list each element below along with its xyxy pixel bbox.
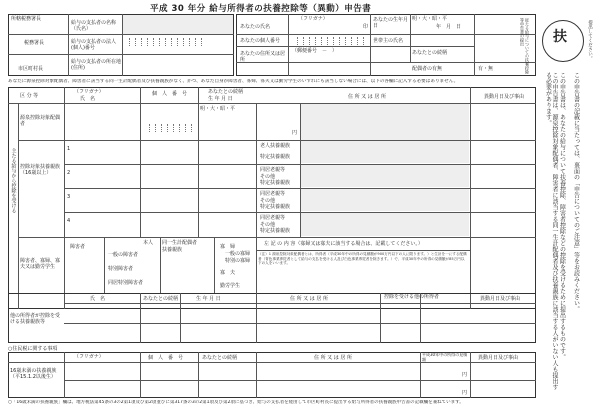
c-widow[interactable]: 寡 婦 — [220, 244, 236, 250]
col-address: 住 所 又 は 居 所 — [348, 94, 386, 100]
row-4: 4 — [67, 218, 71, 224]
c-widower[interactable]: 寡 夫 — [220, 270, 236, 276]
office-label: 所轄税務署長 — [11, 16, 42, 22]
spouse-address-field[interactable] — [301, 104, 469, 140]
d-col-change: 異動月日及び事由 — [480, 296, 521, 302]
c-note: 左 記 の 内 容（寡婦又は寡夫に該当する場合は、記載してください。） — [264, 241, 423, 247]
d-col-name: 氏 名 — [90, 296, 106, 302]
c-widow-general[interactable]: 一般の寡婦 — [225, 251, 251, 257]
resident-yen-2: 円 — [462, 390, 468, 396]
c-widow-special[interactable]: 特別の寡婦 — [225, 258, 251, 264]
side-instruction-1: この申告書の記載に当たっては、裏面の「申告についてのご注意」等をお読みください。 — [572, 72, 580, 312]
seal-mark: 印 — [363, 24, 369, 30]
tax-office-label: 税務署長 — [24, 40, 45, 46]
postal-label: （郵便番号 － ） — [292, 48, 338, 54]
col-relation: あなたとの続柄 — [208, 89, 244, 95]
check-specific-1[interactable]: 特定扶養親族 — [260, 154, 291, 160]
yen-a: 円 — [292, 130, 298, 136]
payer-name-field[interactable] — [123, 15, 233, 34]
birth-era: 明・大・昭・平 — [412, 16, 448, 22]
notice-text: あなたに源泉控除対象配偶者、障害者に該当する同一生計配偶者及び扶養親族がなく、かつ、あなた自身が障害者、寡婦、寡夫又は勤労学生のいずれにも該当しない場合には、以下の各欄に記入する必要はありません。 — [8, 79, 459, 84]
row-3: 3 — [67, 194, 71, 200]
check-specific-3[interactable]: 特定扶養親族 — [260, 204, 291, 210]
spouse-value[interactable]: 有・無 — [478, 66, 494, 72]
col-birth: 生 年 月 日 — [208, 96, 233, 102]
form-title: 平成 30 年分 給与所得者の扶養控除等（異動）申告書 — [150, 4, 372, 14]
col-name: 氏 名 — [80, 96, 96, 102]
resident-col-furigana: （フリガナ） — [74, 354, 104, 360]
check-old-4[interactable]: 同居老親等 — [260, 215, 286, 221]
resident-col-change: 異動月日及び事由 — [478, 355, 519, 361]
payer-address-label: 給与の支払者の所在地(住所) — [71, 59, 122, 71]
section-b-label: 控除対象扶養親族（16歳以上） — [20, 164, 61, 176]
resident-col-relation: あなたとの続柄 — [202, 355, 238, 361]
householder-label: 世帯主の氏名 — [373, 38, 404, 44]
municipality-label: 市区町村長 — [18, 66, 44, 72]
your-name-label: あなたの氏名 — [240, 24, 271, 30]
other-earner-table — [8, 293, 536, 343]
c-item-general[interactable]: 一般の障害者 — [108, 252, 139, 258]
dep1-address-field[interactable] — [301, 141, 469, 163]
dep4-address-field[interactable] — [301, 213, 469, 236]
check-old-1[interactable]: 老人扶養親族 — [260, 143, 291, 149]
section-a-label: 源泉控除対象配偶者 — [20, 115, 61, 127]
dep2-address-field[interactable] — [301, 165, 469, 187]
check-other-2[interactable]: その他 — [260, 174, 276, 180]
stamp-label: 扶 — [553, 29, 567, 45]
section-c-label: 障害者、寡婦、寡夫又は勤労学生 — [20, 258, 61, 270]
side-instruction-3: この申告書は、源泉控除対象配偶者、障害者に該当する同一生計配偶者及び扶養親族に該当する人がいない人も提出する必要があります。 — [544, 72, 558, 390]
payer-number-field[interactable] — [124, 38, 202, 46]
check-other-3[interactable]: その他 — [260, 198, 276, 204]
col-furigana: （フリガナ） — [74, 89, 104, 95]
resident-bottom-note: ○「16歳未満の扶養親族」欄は、地方税法第45条の3の2第1項及び第2項並びに第317条の3の2第1項及び第2項に基づき、給与の支払者を経由して市区町村長に提出する給与所得者の扶養親族申告書の記載欄を兼ねています。 — [8, 400, 464, 405]
era-a: 明・大・昭・平 — [200, 106, 236, 112]
your-number-field[interactable] — [292, 37, 364, 45]
resident-col-address: 住 所 又 は 居 所 — [314, 355, 352, 361]
check-old-2[interactable]: 同居老親等 — [260, 167, 286, 173]
your-address-label: あなたの住所又は居所 — [240, 51, 286, 63]
resident-yen-1: 円 — [462, 372, 468, 378]
check-old-3[interactable]: 同居老親等 — [260, 191, 286, 197]
resident-col-income: 平成30年中の所得の見積額 — [422, 352, 468, 362]
check-other-4[interactable]: その他 — [260, 222, 276, 228]
spouse-label: 配偶者の有無 — [412, 66, 443, 72]
c-item-disabled[interactable]: 障害者 — [70, 244, 86, 250]
dep3-address-field[interactable] — [301, 189, 469, 211]
payer-number-label: 給与の支払者の法人(個人)番号 — [71, 39, 117, 51]
col-number: 個 人 番 号 — [152, 91, 188, 97]
payer-name-label: 給与の支払者の名称（氏名） — [71, 20, 117, 32]
section-d-label: 他の所得者が控除を受ける扶養親族等 — [10, 313, 61, 325]
d-col-relation: あなたとの続柄 — [143, 296, 179, 302]
c-footnote-box: （注）1 源泉控除対象配偶者とは、所得者（平成30年中の所得の見積額が900万円以下の人に限ります。）と生計を一にする配偶者（青色事業専従者として給与の支払を受ける人及び白色事業専従者を除きます。）で、平成30年中の所得の見積額が85万円以下の人をいいます。 — [258, 252, 467, 266]
side-instruction-2: この申告書は、あなたの給与について扶養控除、障害者控除などの控除を受けるために提出するものです。 — [558, 72, 566, 360]
resident-title: ○住民税に関する事項 — [8, 346, 58, 352]
check-specific-4[interactable]: 特定扶養親族 — [260, 228, 291, 234]
row-1: 1 — [67, 146, 71, 152]
check-specific-2[interactable]: 特定扶養親族 — [260, 180, 291, 186]
resident-col-number: 個 人 番 号 — [148, 355, 184, 361]
c-item-cohabit[interactable]: 同居特別障害者 — [108, 280, 144, 286]
birth-ymd: 年 月 日 — [436, 24, 462, 30]
col-change: 異動月日及び事由 — [484, 94, 525, 100]
section-main-label: 主たる給与から控除を受ける — [10, 148, 17, 213]
c-item-special[interactable]: 特別障害者 — [108, 266, 134, 272]
d-col-address: 住 所 又 は 居 所 — [290, 296, 328, 302]
spouse-number-field[interactable] — [144, 124, 192, 132]
d-col-other: 控除を受ける他の所得者 — [384, 294, 440, 300]
birth-label: あなたの生年月日 — [373, 17, 409, 29]
secondary-salary-note: 従たる給与についての扶養控除等申告書の提出 — [520, 18, 530, 74]
relationship-label: あなたとの続柄 — [412, 50, 448, 56]
row-2: 2 — [67, 170, 71, 176]
c-spouse: 同一生計配偶者 — [162, 240, 198, 246]
c-student[interactable]: 勤労学生 — [220, 283, 241, 289]
c-self: 本人 — [143, 240, 154, 246]
furigana-label: （フリガナ） — [298, 16, 328, 22]
col-kubun: 区 分 等 — [20, 93, 39, 99]
d-col-birth: 生 年 月 日 — [196, 296, 221, 302]
c-dependents: 扶養親族 — [162, 247, 183, 253]
resident-section-label: 16歳未満の扶養親族（平15.1.2以後生） — [10, 368, 57, 380]
payer-address-field[interactable] — [123, 55, 233, 75]
stamp-caption: 提出してください。 — [587, 20, 593, 61]
your-number-label: あなたの個人番号 — [240, 38, 281, 44]
